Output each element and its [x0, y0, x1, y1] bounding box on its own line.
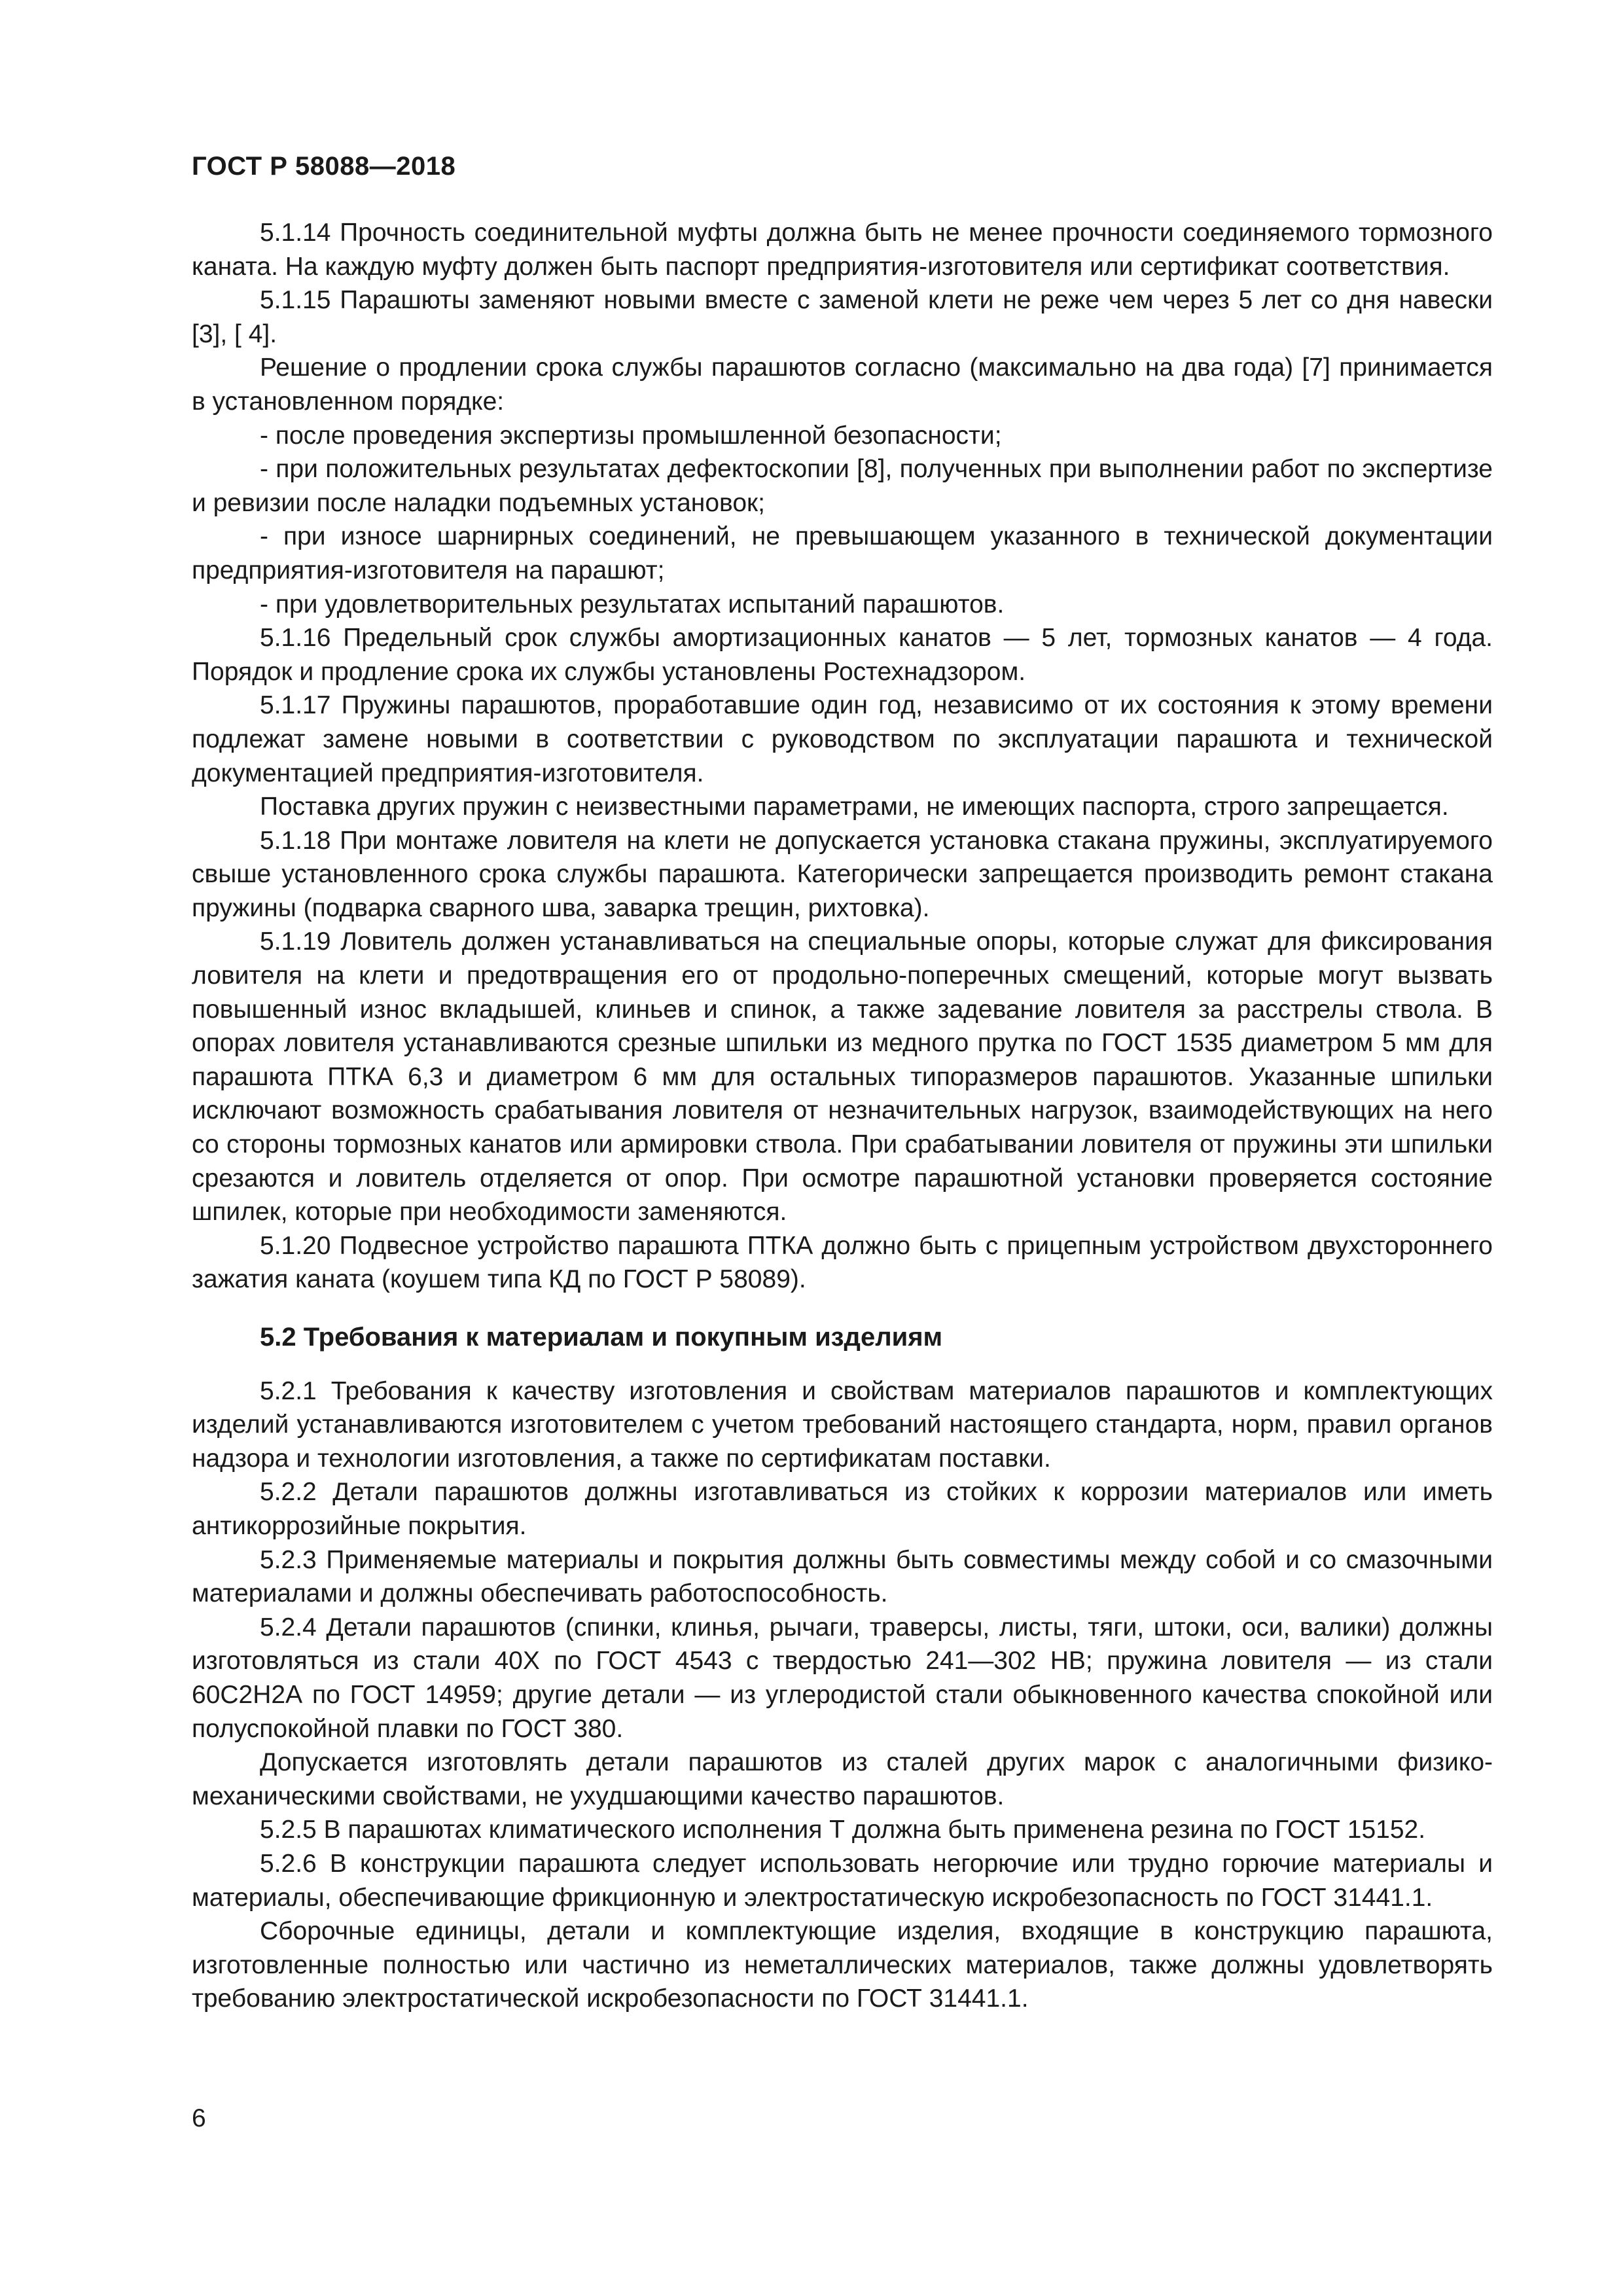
- list-item: - при удовлетворительных результатах испытаний парашютов.: [260, 590, 1005, 619]
- paragraph-5-1-19: 5.1.19 Ловитель должен устанавливаться на специальные опоры, которые служат для фиксирования ловителя на клети и предотвращения его от продольно-поперечных смещений, которые могут вызвать повышенный износ вкладышей, клиньев и спинок, а также задевание ловителя за расстрелы ствола. В опорах ловителя устанавливаются срезные шпильки из медного прутка по ГОСТ 1535 диаметром 5 мм для парашюта ПТКА 6,3 и диаметром 6 мм для остальных типоразмеров парашютов. Указанные шпильки исключают возможность срабатывания ловителя от незначительных нагрузок, взаимодействующих на него со стороны тормозных канатов или армировки ствола. При срабатывании ловителя от пружины эти шпильки срезаются и ловитель отделяется от опор. При осмотре парашютной установки проверяется состояние шпилек, которые при необходимости заменяются.: [192, 927, 1493, 1227]
- paragraph-5-2-2: 5.2.2 Детали парашютов должны изготавливаться из стойких к коррозии материалов или иметь антикоррозийные покрытия.: [192, 1478, 1493, 1540]
- paragraph-5-1-18: 5.1.18 При монтаже ловителя на клети не допускается установка стакана пружины, эксплуатируемого свыше установленного срока службы парашюта. Категорически запрещается производить ремонт стакана пружины (подварка сварного шва, заварка трещин, рихтовка).: [192, 826, 1493, 922]
- list-item: - после проведения экспертизы промышленной безопасности;: [260, 421, 1002, 450]
- paragraph-5-2-5: 5.2.5 В парашютах климатического исполнения Т должна быть применена резина по ГОСТ 15152.: [260, 1816, 1426, 1844]
- paragraph-5-2-6: 5.2.6 В конструкции парашюта следует использовать негорючие или трудно горючие материалы и материалы, обеспечивающие фрикционную и электростатическую искробезопасность по ГОСТ 31441.1.: [192, 1849, 1493, 1912]
- paragraph-assembly: Сборочные единицы, детали и комплектующие изделия, входящие в конструкцию парашюта, изготовленные полностью или частично из неметаллических материалов, также должны удовлетворять требованию электростатической искробезопасности по ГОСТ 31441.1.: [192, 1917, 1493, 2013]
- paragraph-supply: Поставка других пружин с неизвестными параметрами, не имеющих паспорта, строго запрещается.: [260, 793, 1449, 821]
- document-header: ГОСТ Р 58088—2018: [192, 152, 456, 181]
- paragraph-allowed: Допускается изготовлять детали парашютов из сталей других марок с аналогичными физико-механическими свойствами, не ухудшающими качество парашютов.: [192, 1748, 1493, 1810]
- paragraph-decision: Решение о продлении срока службы парашютов согласно (максимально на два года) [7] принимается в установленном порядке:: [192, 353, 1493, 416]
- paragraph-5-1-20: 5.1.20 Подвесное устройство парашюта ПТКА должно быть с прицепным устройством двухстороннего зажатия каната (коушем типа КД по ГОСТ Р 58089).: [192, 1231, 1493, 1294]
- page-number: 6: [192, 2104, 206, 2132]
- paragraph-5-1-16: 5.1.16 Предельный срок службы амортизационных канатов — 5 лет, тормозных канатов — 4 года. Порядок и продление срока их службы установлены Ростехнадзором.: [192, 624, 1493, 686]
- list-item: - при износе шарнирных соединений, не превышающем указанного в технической документации предприятия-изготовителя на парашют;: [192, 522, 1493, 584]
- paragraph-5-2-3: 5.2.3 Применяемые материалы и покрытия должны быть совместимы между собой и со смазочными материалами и должны обеспечивать работоспособность.: [192, 1545, 1493, 1608]
- paragraph-5-2-4: 5.2.4 Детали парашютов (спинки, клинья, рычаги, траверсы, листы, тяги, штоки, оси, валики) должны изготовляться из стали 40Х по ГОСТ 4543 с твердостью 241—302 НВ; пружина ловителя — из стали 60С2Н2А по ГОСТ 14959; другие детали — из углеродистой стали обыкновенного качества спокойной или полуспокойной плавки по ГОСТ 380.: [192, 1613, 1493, 1743]
- paragraph-5-1-14: 5.1.14 Прочность соединительной муфты должна быть не менее прочности соединяемого тормозного каната. На каждую муфту должен быть паспорт предприятия-изготовителя или сертификат соответствия.: [192, 219, 1493, 281]
- section-title-5-2: 5.2 Требования к материалам и покупным изделиям: [260, 1323, 943, 1352]
- paragraph-5-1-17: 5.1.17 Пружины парашютов, проработавшие один год, независимо от их состояния к этому времени подлежат замене новыми в соответствии с руководством по эксплуатации парашюта и технической документацией предприятия-изготовителя.: [192, 691, 1493, 787]
- paragraph-5-1-15: 5.1.15 Парашюты заменяют новыми вместе с заменой клети не реже чем через 5 лет со дня навески [3], [ 4].: [192, 286, 1493, 348]
- paragraph-5-2-1: 5.2.1 Требования к качеству изготовления и свойствам материалов парашютов и комплектующих изделий устанавливаются изготовителем с учетом требований настоящего стандарта, норм, правил органов надзора и технологии изготовления, а также по сертификатам поставки.: [192, 1376, 1493, 1473]
- document-body: [192, 216, 1493, 2016]
- list-item: - при положительных результатах дефектоскопии [8], полученных при выполнении работ по экспертизе и ревизии после наладки подъемных установок;: [192, 455, 1493, 517]
